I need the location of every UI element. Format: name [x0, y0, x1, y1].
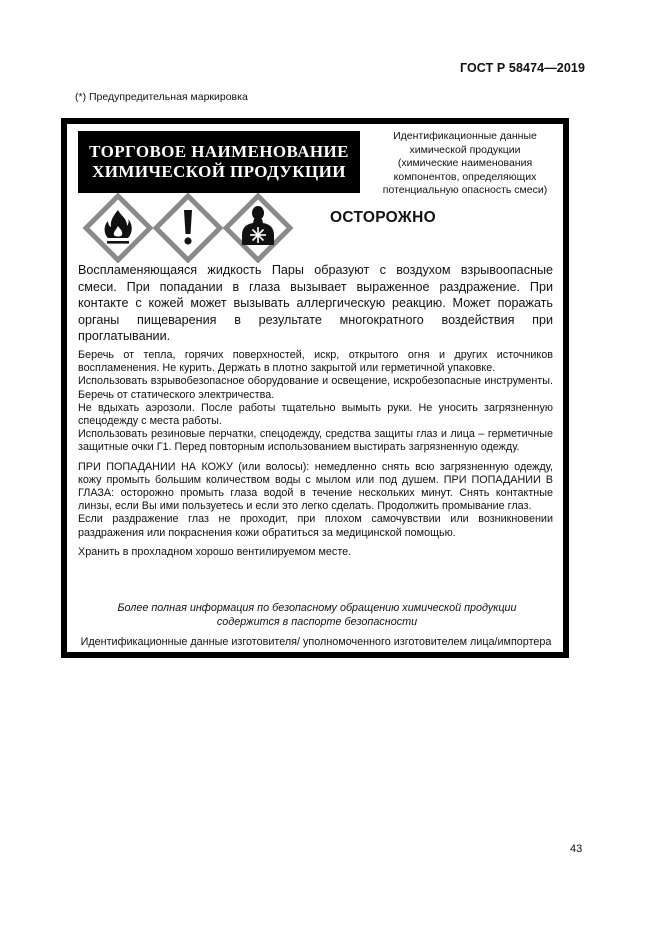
ghs-pictograms	[83, 193, 293, 263]
hazard-statement: Воспламеняющаяся жидкость Пары образуют с воздухом взрывоопасные смеси. При попадании в глаза вызывает выраженное раздражение. При контакте с кожей может вызывать аллергическую реакцию. Может поражать органы пищеварения в результате многократного воздействия при проглатывании.	[78, 263, 553, 343]
identification-line: химической продукции	[409, 143, 521, 156]
trade-name-line-2: ХИМИЧЕСКОЙ ПРОДУКЦИИ	[92, 162, 346, 181]
identification-line: Идентификационные данные	[393, 130, 537, 142]
precaution-item: Беречь от тепла, горячих поверхностей, искр, открытого огня и других источников воспламенения. Не курить. Держать в плотно закрытой или герметичной упаковке.	[78, 349, 553, 375]
warning-label	[61, 118, 569, 658]
product-identification	[372, 130, 558, 198]
manufacturer-identification: Идентификационные данные изготовителя/ уполномоченного изготовителем лица/импортера	[80, 636, 552, 648]
flame-icon	[83, 193, 153, 263]
trade-name-block	[78, 131, 360, 193]
more-info-note: Более полная информация по безопасному обращению химической продукции содержится в паспорте безопасности	[117, 602, 517, 628]
trade-name-line-1: ТОРГОВОЕ НАИМЕНОВАНИЕ	[89, 142, 349, 161]
precaution-item: Использовать взрывобезопасное оборудование и освещение, искробезопасные инструменты. Беречь от статического электричества.	[78, 375, 553, 401]
precaution-item: Хранить в прохладном хорошо вентилируемом месте.	[78, 545, 352, 558]
precautionary-statements	[78, 349, 553, 559]
standard-code: ГОСТ Р 58474—2019	[459, 61, 585, 75]
precaution-item: Если раздражение глаз не проходит, при плохом самочувствии или возникновении раздражения или покраснения кожи обратиться за медицинской помощью.	[78, 513, 553, 539]
precaution-item: Не вдыхать аэрозоли. После работы тщательно вымыть руки. Не уносить загрязненную спецодежду с места работы.	[78, 401, 553, 428]
identification-line: компонентов, определяющих	[393, 170, 537, 183]
page-number: 43	[570, 843, 583, 855]
signal-word: ОСТОРОЖНО	[330, 209, 436, 226]
precaution-item: ПРИ ПОПАДАНИИ НА КОЖУ (или волосы): немедленно снять всю загрязненную одежду, кожу промыть большим количеством воды с мылом или под душем. ПРИ ПОПАДАНИИ В ГЛАЗА: осторожно промыть глаза водой в течение нескольких минут. Снять контактные линзы, если Вы ими пользуетесь и если это легко сделать. Продолжить промывание глаз.	[78, 460, 553, 513]
identification-line: потенциальную опасность смеси)	[382, 184, 548, 196]
precaution-item: Использовать резиновые перчатки, спецодежду, средства защиты глаз и лица – герметичные защитные очки Г1. Перед повторным использованием выстирать загрязненную одежду.	[78, 428, 553, 454]
identification-line: (химические наименования	[397, 157, 533, 169]
exclamation-mark-icon	[153, 193, 223, 263]
health-hazard-icon	[223, 193, 293, 263]
figure-caption: (*) Предупредительная маркировка	[75, 91, 248, 103]
